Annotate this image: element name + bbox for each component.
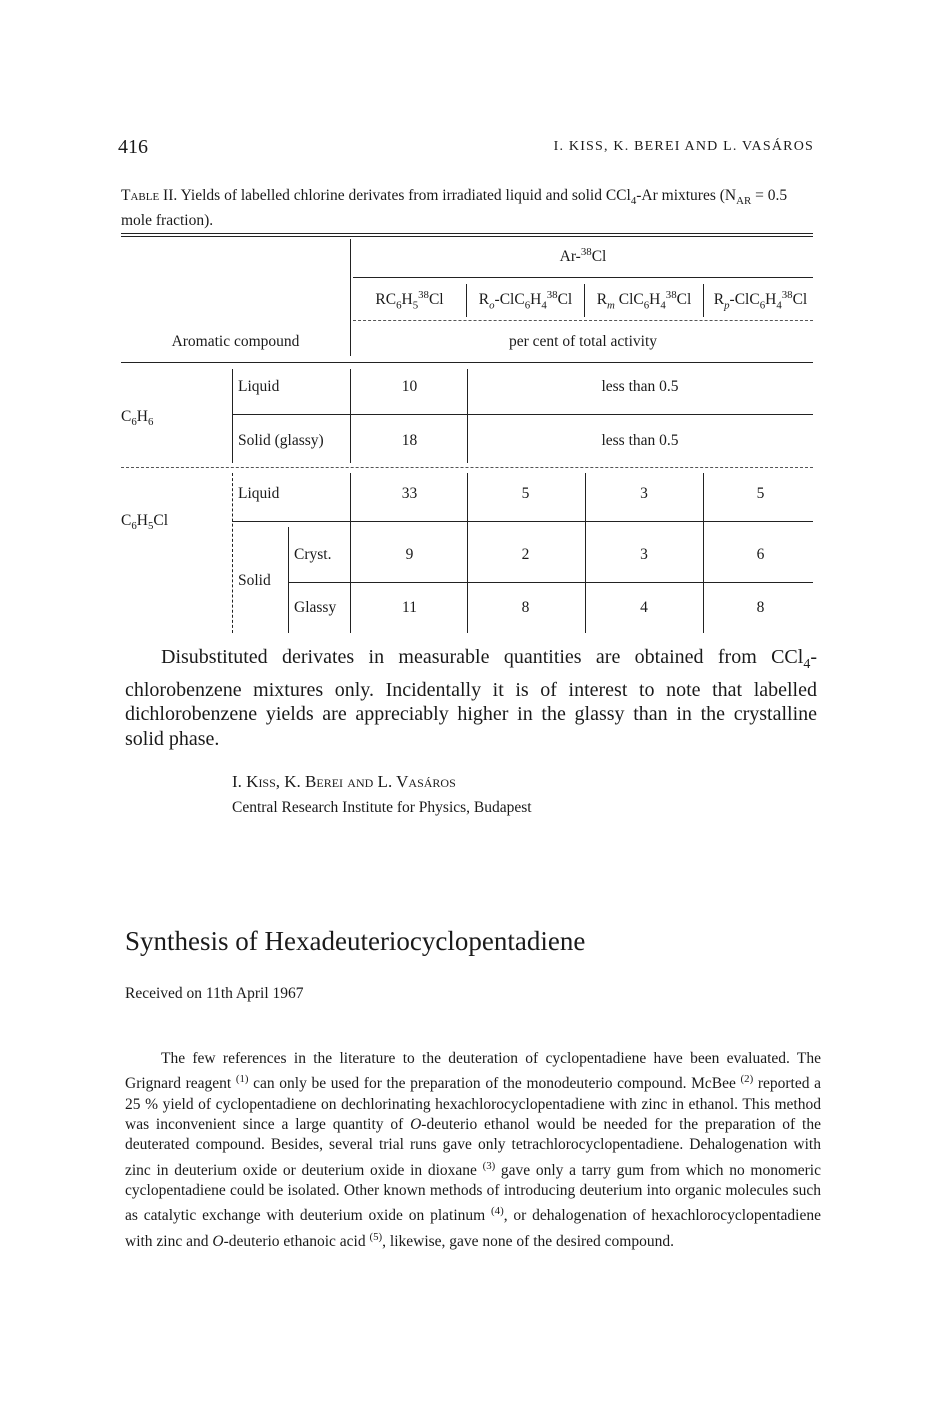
c6h5cl-liquid-v1: 33 xyxy=(401,485,418,502)
c6h6-liquid-value: 10 xyxy=(401,378,418,395)
signature-authors-text: I. Kiss, K. Berei and L. Vasáros xyxy=(232,772,456,791)
body-paragraph-text: Disubstituted derivates in measurable quantities are obtained from CCl$_4$-chlorobenzene mixtures only. Incidentally it is of interest to note that labelled dichlorobenzene yields are appreciably higher in the glassy than in the crystalline solid phase. xyxy=(125,646,817,750)
signature-authors xyxy=(232,772,456,792)
units-label: per cent of total activity xyxy=(508,333,658,350)
c6h6-value-vrule xyxy=(350,369,351,463)
c6h6-mid-rule xyxy=(232,414,813,415)
c6h5cl-glassy-v3: 4 xyxy=(640,599,648,616)
header-bottom-rule xyxy=(121,362,813,363)
header-vrule xyxy=(350,239,351,356)
liquid-bottom-rule xyxy=(232,521,813,522)
c6h6-bottom-rule xyxy=(121,467,813,468)
c6h5cl-glassy-v4: 8 xyxy=(756,599,765,616)
c6h5cl-cryst-v4: 6 xyxy=(756,546,765,563)
group-header-rule xyxy=(353,277,813,278)
page-number: 416 xyxy=(118,136,148,158)
c6h6-solid-value: 18 xyxy=(401,432,418,449)
article-title: Synthesis of Hexadeuteriocyclopentadiene xyxy=(125,926,586,956)
c6h6-label-vrule xyxy=(232,369,233,463)
cryst-bottom-rule xyxy=(288,582,813,583)
c6h5cl-glassy-label: Glassy xyxy=(294,599,337,616)
c6h5cl-glassy-v1: 11 xyxy=(402,599,417,616)
c6h6-liquid-label: Liquid xyxy=(238,378,280,395)
c6h5cl-liquid-label: Liquid xyxy=(238,485,280,502)
table-top-rule xyxy=(121,233,813,234)
c6h6-liquid-rest: less than 0.5 xyxy=(601,378,679,395)
compound-c6h6: $C_6H_6$ xyxy=(121,408,154,429)
article-paragraph-text: The few references in the literature to the deuteration of cyclopentadiene have been evaluated. The Grignard reagent $^{(1)}$ can only be used for the preparation of the monodeuterio compound. McBee $^{(2)}$ reported a 25 % yield of cyclopentadiene on dechlorinating hexachlorocyclopentadiene with zinc in ethanol. This method was inconvenient since a large quantity of O-deuterio ethanol would be needed for the preparation of the deuterated compound. Besides, several trial runs gave only tetrachlorocyclopentadiene. Dehalogenation with zinc in deuterium oxide or deuterium oxide in dioxane $^{(3)}$ gave only a tarry gum from which no monomeric cyclopentadiene could be isolated. Other known methods of introducing deuterium into organic molecules such as catalytic exchange with deuterium oxide on platinum $^{(4)}$, or dehalogenation of hexachlorocyclopentadiene with zinc and O-deuterio ethanoic acid $^{(5)}$, likewise, gave none of the desired compound. xyxy=(125,1050,821,1250)
column-header-2: $R_o-ClC_6H_4^{38}Cl$ xyxy=(478,289,573,312)
table-caption xyxy=(121,186,817,231)
signature-institute: Central Research Institute for Physics, Budapest xyxy=(232,799,532,816)
column-header-4: $R_p-ClC_6H_4^{38}Cl$ xyxy=(713,289,808,312)
c6h5cl-cryst-v1: 9 xyxy=(405,546,414,563)
compound-c6h5cl: $C_6H_5Cl$ xyxy=(121,512,169,533)
row-header-label: Aromatic compound xyxy=(171,333,300,350)
c6h5cl-solid-label: Solid xyxy=(238,572,271,589)
c6h5cl-cryst-v3: 3 xyxy=(640,546,648,563)
received-date: Received on 11th April 1967 xyxy=(125,985,304,1002)
column-header-1: $RC_6H_5^{38}Cl$ xyxy=(375,289,444,312)
c6h5cl-label-vrule xyxy=(232,473,233,633)
c6h5cl-liquid-v2: 5 xyxy=(521,485,530,502)
c6h6-solid-label: Solid (glassy) xyxy=(238,432,324,449)
article-paragraph xyxy=(125,1049,821,1252)
c6h5cl-cryst-label: Cryst. xyxy=(294,546,332,563)
c6h5cl-glassy-v2: 8 xyxy=(521,599,530,616)
columns-rule xyxy=(353,320,813,321)
c6h6-solid-rest: less than 0.5 xyxy=(601,432,679,449)
c6h5cl-liquid-v4: 5 xyxy=(756,485,765,502)
c6h5cl-liquid-v3: 3 xyxy=(640,485,648,502)
table-caption-label: Table II. xyxy=(121,187,178,204)
table-caption-text: Yields of labelled chlorine derivates from irradiated liquid and solid CCl$_4$-Ar mixtures ($N_{AR} = 0.5$ mole fraction). xyxy=(121,187,788,230)
solid-sub-vrule xyxy=(288,527,289,633)
c6h5cl-cryst-v2: 2 xyxy=(521,546,530,563)
column-header-3: $R_m$ $ClC_6H_4^{38}Cl$ xyxy=(596,289,692,312)
body-paragraph xyxy=(125,645,817,751)
c6h5cl-value-vrule xyxy=(350,473,351,633)
running-head: I. KISS, K. BEREI AND L. VASÁROS xyxy=(553,139,814,154)
table-top-rule-2 xyxy=(121,236,813,237)
group-header: Ar-$^{38}$Cl xyxy=(559,246,607,266)
